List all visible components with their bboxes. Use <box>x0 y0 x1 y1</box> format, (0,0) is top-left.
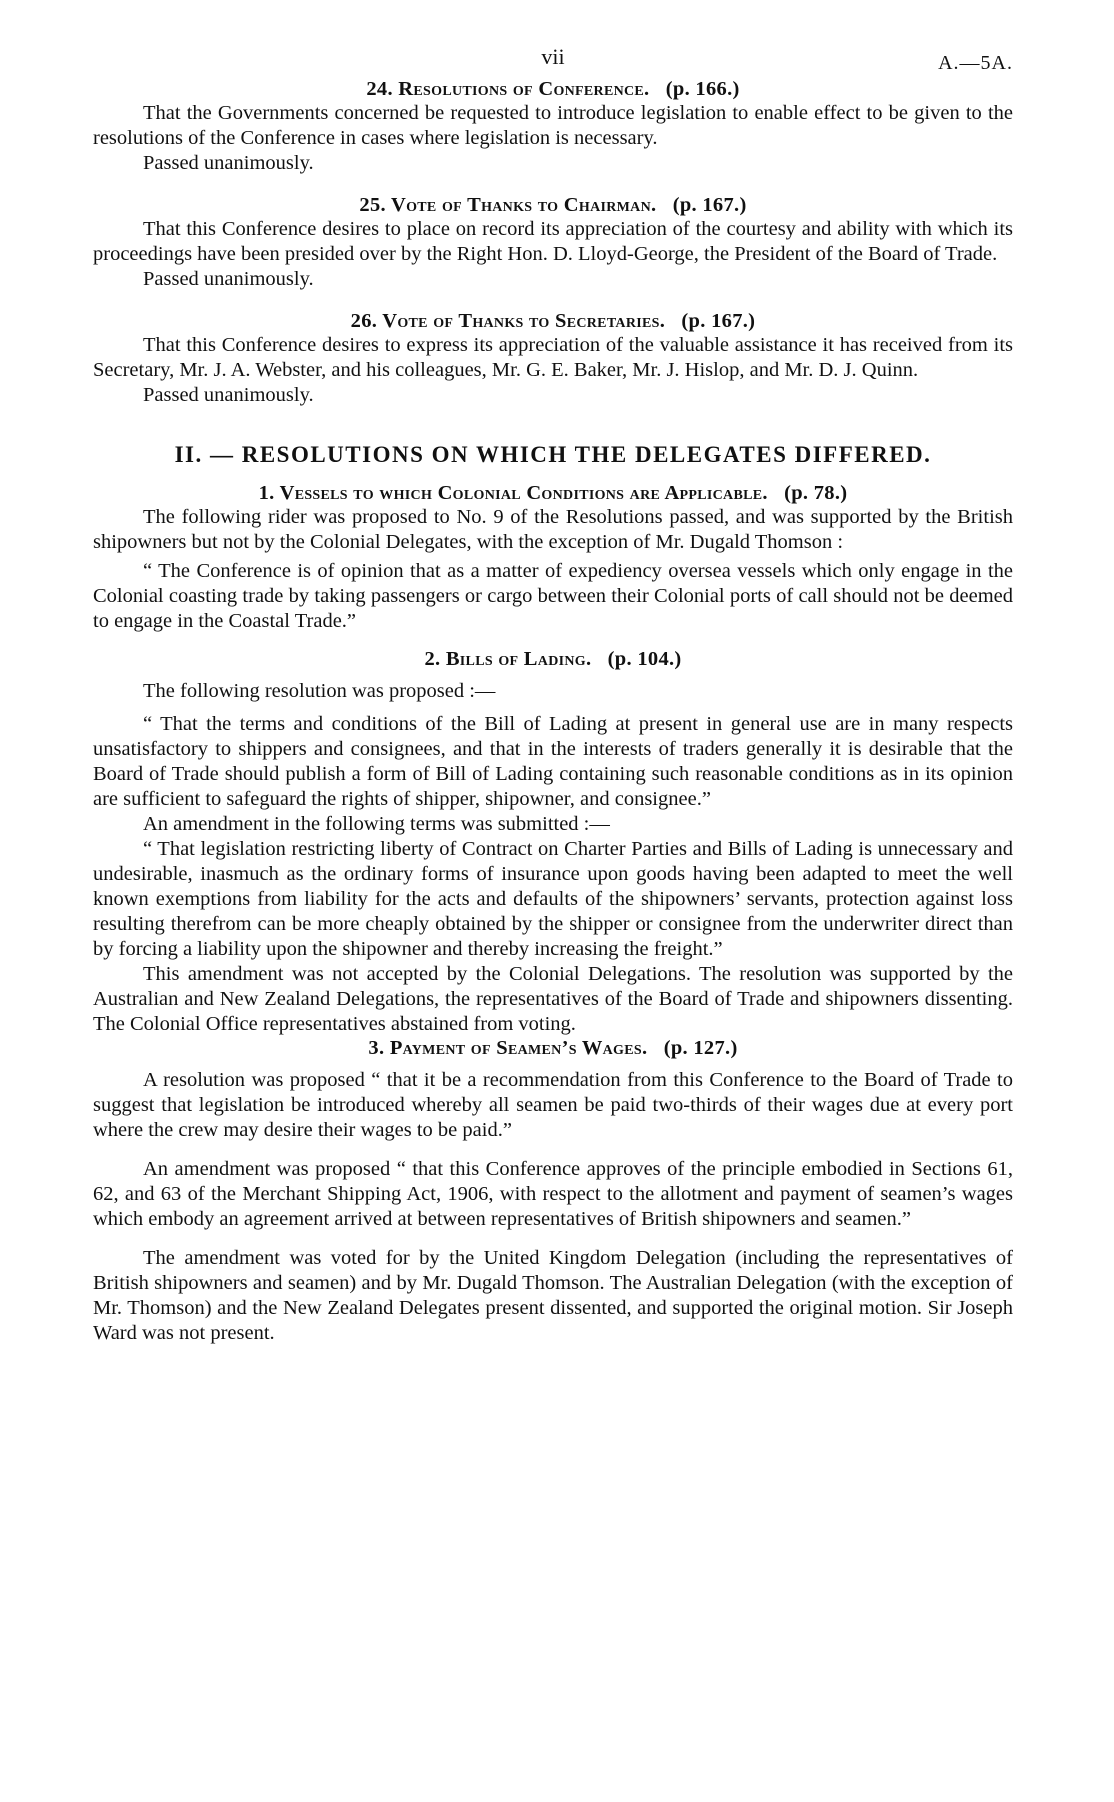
part-2-item-3-title <box>93 1037 1013 1060</box>
document-page <box>93 38 1013 1346</box>
part-2-item-3-outcome: The amendment was voted for by the United Kingdom Delegation (including the representatives of British shipowners and seamen) and by Mr. Dugald Thomson. The Australian Delegation (with the exception of Mr. Thomson) and the New Zealand Delegates present dissented, and supported the original motion. Sir Joseph Ward was not present. <box>93 1247 1013 1344</box>
part-2-item-2-amendment: “ That legislation restricting liberty of Contract on Charter Parties and Bills of Lading is unnecessary and undesirable, inasmuch as the ordinary forms of insurance upon goods having been adapted to meet the well known exemptions from liability for the acts and defaults of the shipowners’ servants, protection against loss resulting therefrom can be more cheaply obtained by the shipper or consignee from the underwriter direct than by forcing a liability upon the shipowner and thereby increasing the freight.” <box>93 838 1013 960</box>
section-25-result: Passed unanimously. <box>143 268 314 290</box>
part-2-item-3-amendment: An amendment was proposed “ that this Conference approves of the principle embodied in Sections 61, 62, and 63 of the Merchant Shipping Act, 1906, with respect to the allotment and payment of seamen’s wages which embody an agreement arrived at between representatives of British shipowners and seamen.” <box>93 1158 1013 1230</box>
part-2-item-2-outcome: This amendment was not accepted by the Colonial Delegations. The resolution was supported by the Australian and New Zealand Delegations, the representatives of the Board of Trade and shipowners dissenting. The Colonial Office representatives abstained from voting. <box>93 963 1013 1035</box>
section-24-page-ref: (p. 166.) <box>665 78 740 100</box>
part-2-item-3-heading: 3. Payment of Seamen’s Wages. <box>368 1037 648 1059</box>
part-2-item-3-resolution: A resolution was proposed “ that it be a recommendation from this Conference to the Board of Trade to suggest that legislation be introduced whereby all seamen be paid two-thirds of their wages due at every port where the crew may desire their wages to be paid.” <box>93 1069 1013 1141</box>
section-26-title <box>93 310 1013 333</box>
section-25-heading: 25. Vote of Thanks to Chairman. <box>359 194 657 216</box>
section-26-result: Passed unanimously. <box>143 384 314 406</box>
page-number: vii <box>541 44 565 69</box>
part-2-item-1-intro: The following rider was proposed to No. 9 of the Resolutions passed, and was supported by the British shipowners but not by the Colonial Delegates, with the exception of Mr. Dugald Thomson : <box>93 506 1013 553</box>
part-2-item-2-resolution: “ That the terms and conditions of the Bill of Lading at present in general use are in many respects unsatisfactory to shippers and consignees, and that in the interests of traders generally it is desirable that the Board of Trade should publish a form of Bill of Lading containing such reasonable conditions as in its opinion are sufficient to safeguard the rights of shipper, shipowner, and consignee.” <box>93 713 1013 810</box>
section-24-heading: 24. Resolutions of Conference. <box>366 78 650 100</box>
part-2-item-2-heading: 2. Bills of Lading. <box>424 648 592 670</box>
page-header <box>93 38 1013 74</box>
part-2-item-1-heading: 1. Vessels to which Colonial Conditions are Applicable. <box>258 482 768 504</box>
part-2-heading: II. — RESOLUTIONS ON WHICH THE DELEGATES DIFFERED. <box>174 442 932 467</box>
document-reference: A.—5A. <box>938 52 1013 74</box>
part-2-item-3-page-ref: (p. 127.) <box>663 1037 738 1059</box>
part-2-item-1-quote: “ The Conference is of opinion that as a matter of expediency oversea vessels which only engage in the Colonial coasting trade by taking passengers or cargo between their Colonial ports of call should not be deemed to engage in the Coastal Trade.” <box>93 560 1013 632</box>
section-26-page-ref: (p. 167.) <box>681 310 756 332</box>
section-24-title <box>93 78 1013 101</box>
section-26-text: That this Conference desires to express its appreciation of the valuable assistance it has received from its Secretary, Mr. J. A. Webster, and his colleagues, Mr. G. E. Baker, Mr. J. Hislop, and Mr. D. J. Quinn. <box>93 334 1013 381</box>
part-2-item-1-page-ref: (p. 78.) <box>784 482 848 504</box>
section-25-page-ref: (p. 167.) <box>672 194 747 216</box>
part-2-item-1-title <box>93 482 1013 505</box>
section-25-text: That this Conference desires to place on record its appreciation of the courtesy and ability with which its proceedings have been presided over by the Right Hon. D. Lloyd-George, the President of the Board of Trade. <box>93 218 1013 265</box>
section-24-text: That the Governments concerned be requested to introduce legislation to enable effect to be given to the resolutions of the Conference in cases where legislation is necessary. <box>93 102 1013 149</box>
section-26-heading: 26. Vote of Thanks to Secretaries. <box>350 310 666 332</box>
part-2-item-2-title <box>93 648 1013 671</box>
part-2-item-2-page-ref: (p. 104.) <box>607 648 682 670</box>
section-25-title <box>93 194 1013 217</box>
part-2-item-2-amendment-intro: An amendment in the following terms was submitted :— <box>143 813 610 835</box>
part-2-item-2-intro: The following resolution was proposed :— <box>143 680 496 702</box>
section-24-result: Passed unanimously. <box>143 152 314 174</box>
